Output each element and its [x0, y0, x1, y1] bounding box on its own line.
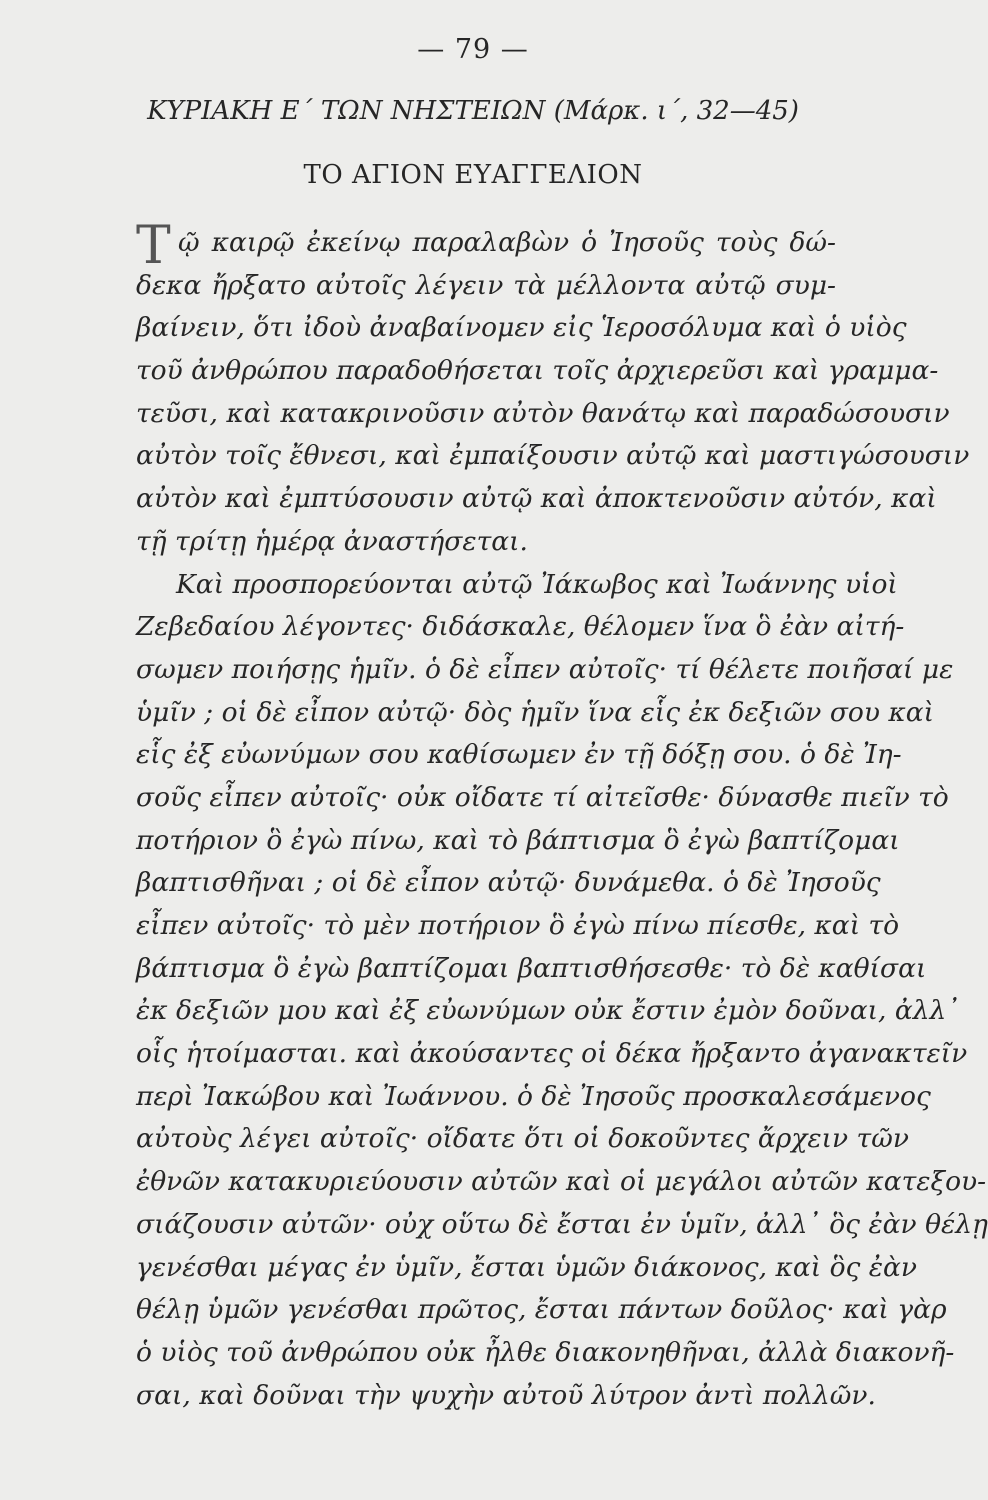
text-line: περὶ Ἰακώβου καὶ Ἰωάννου. ὁ δὲ Ἰησοῦς προσκαλεσάμενος: [136, 1080, 931, 1112]
text-line: σαι, καὶ δοῦναι τὴν ψυχὴν αὐτοῦ λύτρον ἀντὶ πολλῶν.: [136, 1379, 876, 1411]
section-title: ΤΟ ΑΓΙΟΝ ΕΥΑΓΓΕΛΙΟΝ: [303, 160, 643, 190]
text-line: δεκα ἤρξατο αὐτοῖς λέγειν τὰ μέλλοντα αὐτῷ συμ-: [136, 269, 836, 301]
text-line: τῇ τρίτῃ ἡμέρᾳ ἀναστήσεται.: [136, 525, 528, 557]
text-line: αὐτὸν τοῖς ἔθνεσι, καὶ ἐμπαίξουσιν αὐτῷ καὶ μαστιγώσουσιν: [136, 440, 970, 472]
text-line: [136, 216, 836, 276]
text-line: τοῦ ἀνθρώπου παραδοθήσεται τοῖς ἀρχιερεῦσι καὶ γραμμα-: [136, 355, 939, 387]
text-line: ἐθνῶν κατακυριεύουσιν αὐτῶν καὶ οἱ μεγάλοι αὐτῶν κατεξου-: [136, 1166, 987, 1198]
text-line: αὐτοὺς λέγει αὐτοῖς· οἴδατε ὅτι οἱ δοκοῦντες ἄρχειν τῶν: [136, 1123, 909, 1155]
text-line: Καὶ προσπορεύονται αὐτῷ Ἰάκωβος καὶ Ἰωάννης υἱοὶ: [176, 568, 898, 600]
text-line: ὁ υἱὸς τοῦ ἀνθρώπου οὐκ ἦλθε διακονηθῆναι, ἀλλὰ διακονῆ-: [136, 1336, 955, 1368]
text-line: θέλῃ ὑμῶν γενέσθαι πρῶτος, ἔσται πάντων δοῦλος· καὶ γὰρ: [136, 1294, 947, 1326]
text-line: γενέσθαι μέγας ἐν ὑμῖν, ἔσται ὑμῶν διάκονος, καὶ ὃς ἐὰν: [136, 1251, 918, 1283]
text-line: εἶπεν αὐτοῖς· τὸ μὲν ποτήριον ὃ ἐγὼ πίνω πίεσθε, καὶ τὸ: [136, 910, 900, 941]
text-line: βαίνειν, ὅτι ἰδοὺ ἀναβαίνομεν εἰς Ἱεροσόλυμα καὶ ὁ υἱὸς: [136, 312, 907, 344]
text-line: εἷς ἐξ εὐωνύμων σου καθίσωμεν ἐν τῇ δόξῃ σου. ὁ δὲ Ἰη-: [136, 739, 902, 771]
text-line: αὐτὸν καὶ ἐμπτύσουσιν αὐτῷ καὶ ἀποκτενοῦσιν αὐτόν, καὶ: [136, 483, 937, 515]
text-line: σοῦς εἶπεν αὐτοῖς· οὐκ οἴδατε τί αἰτεῖσθε· δύνασθε πιεῖν τὸ: [136, 781, 949, 813]
line-text: ῷ καιρῷ ἐκείνῳ παραλαβὼν ὁ Ἰησοῦς τοὺς δώ-: [178, 227, 836, 258]
text-line: βαπτισθῆναι ; οἱ δὲ εἶπον αὐτῷ· δυνάμεθα. ὁ δὲ Ἰησοῦς: [136, 867, 881, 899]
text-line: ποτήριον ὃ ἐγὼ πίνω, καὶ τὸ βάπτισμα ὃ ἐγὼ βαπτίζομαι: [136, 824, 900, 856]
gospel-text: [136, 216, 988, 1417]
text-line: Ζεβεδαίου λέγοντες· διδάσκαλε, θέλομεν ἵνα ὃ ἐὰν αἰτή-: [136, 611, 905, 643]
drop-cap: Τ: [136, 216, 171, 276]
pericope-heading: ΚΥΡΙΑΚΗ Ε΄ ΤΩΝ ΝΗΣΤΕΙΩΝ (Μάρκ. ι΄, 32—45): [147, 96, 799, 126]
text-line: ὑμῖν ; οἱ δὲ εἶπον αὐτῷ· δὸς ἡμῖν ἵνα εἷς ἐκ δεξιῶν σου καὶ: [136, 696, 935, 728]
text-line: βάπτισμα ὃ ἐγὼ βαπτίζομαι βαπτισθήσεσθε· τὸ δὲ καθίσαι: [136, 952, 927, 984]
text-line: τεῦσι, καὶ κατακρινοῦσιν αὐτὸν θανάτῳ καὶ παραδώσουσιν: [136, 397, 950, 429]
text-line: οἷς ἡτοίμασται. καὶ ἀκούσαντες οἱ δέκα ἤρξαντο ἀγανακτεῖν: [136, 1038, 968, 1070]
text-line: σωμεν ποιήσῃς ἡμῖν. ὁ δὲ εἶπεν αὐτοῖς· τί θέλετε ποιῆσαί με: [136, 653, 954, 685]
text-line: ἐκ δεξιῶν μου καὶ ἐξ εὐωνύμων οὐκ ἔστιν ἐμὸν δοῦναι, ἀλλ᾿: [136, 995, 960, 1027]
page-number: — 79 —: [417, 34, 529, 65]
text-line: σιάζουσιν αὐτῶν· οὐχ οὕτω δὲ ἔσται ἐν ὑμῖν, ἀλλ᾿ ὃς ἐὰν θέλῃ: [136, 1208, 988, 1240]
